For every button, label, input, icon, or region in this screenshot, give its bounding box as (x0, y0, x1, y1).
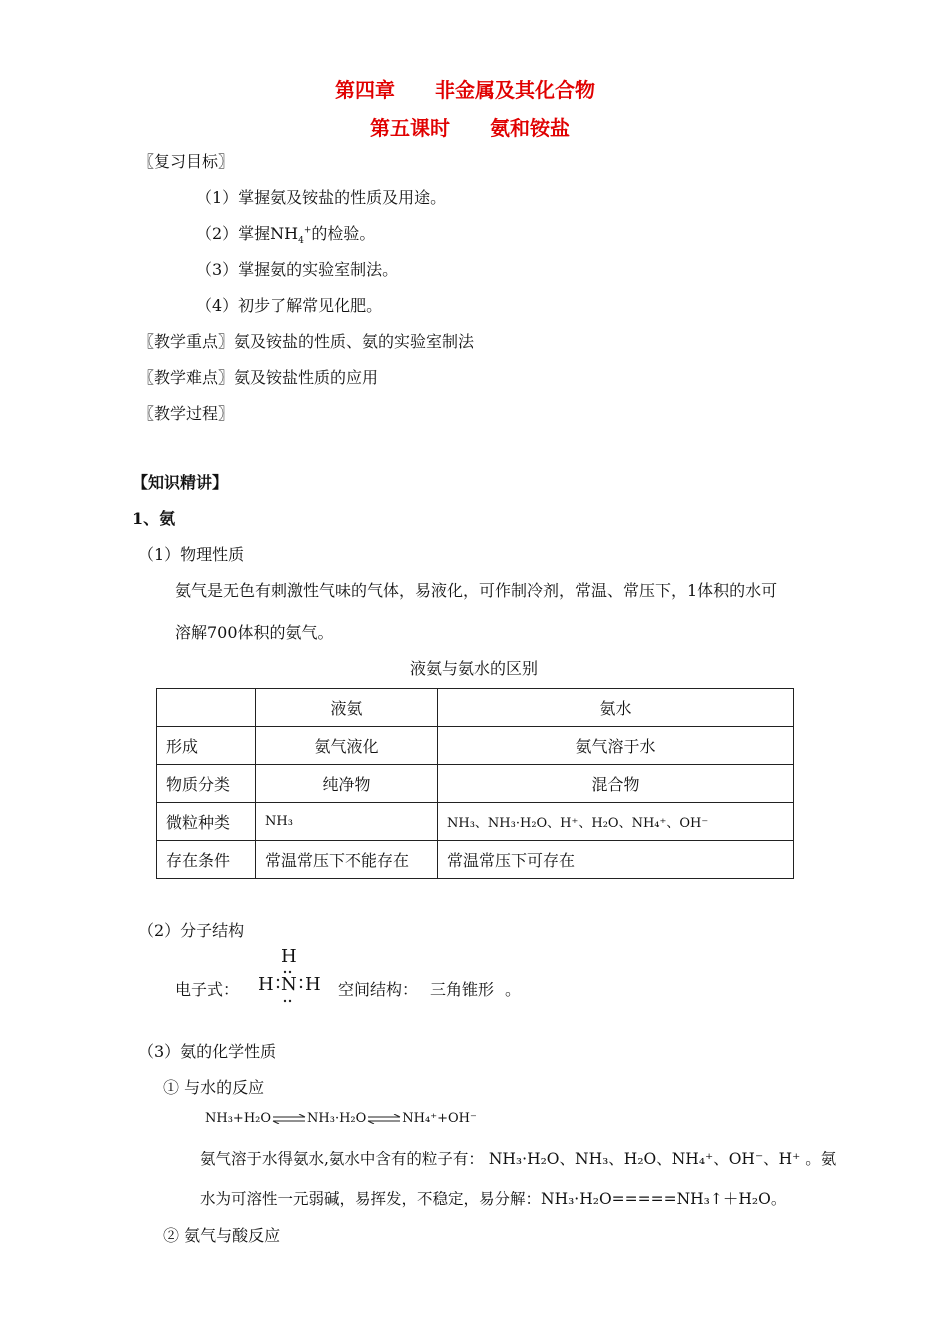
electron-formula-label: 电子式： (175, 980, 240, 999)
table-row (157, 803, 794, 841)
physical-heading: （1）物理性质 (138, 545, 245, 564)
table-cell: NH₃ (256, 803, 438, 841)
goal-item-1: （1）掌握氨及铵盐的性质及用途。 (196, 188, 447, 207)
reversible-arrow-icon (271, 1114, 307, 1124)
table-cell: 存在条件 (157, 841, 256, 879)
goal-item-2 (196, 221, 375, 246)
lesson-title: 第五课时 氨和铵盐 (370, 116, 570, 140)
table-cell: 微粒种类 (157, 803, 256, 841)
reversible-arrow-icon (366, 1114, 402, 1124)
ammonia-water-desc-1: 氨气溶于水得氨水,氨水中含有的粒子有： NH₃·H₂O、NH₃、H₂O、NH₄⁺、OH⁻、H⁺ 。氨 (200, 1150, 837, 1168)
goal-item-3: （3）掌握氨的实验室制法。 (196, 260, 399, 279)
table-cell: 混合物 (438, 765, 794, 803)
chem-heading: （3）氨的化学性质 (138, 1042, 277, 1061)
table-header-liquid-ammonia: 液氨 (256, 689, 438, 727)
teaching-process: 〖教学过程〗 (138, 404, 235, 423)
shape-period: 。 (505, 980, 522, 999)
chapter-title: 第四章 非金属及其化合物 (335, 78, 595, 102)
table-cell: 物质分类 (157, 765, 256, 803)
table-cell (157, 689, 256, 727)
lewis-h-top: H (281, 946, 297, 967)
table-cell: 纯净物 (256, 765, 438, 803)
structure-heading: （2）分子结构 (138, 921, 245, 940)
equation-intermediate: NH₃·H₂O (307, 1111, 367, 1126)
lewis-h-left: H (258, 974, 274, 995)
table-row (157, 689, 794, 727)
table-cell: 常温常压下不能存在 (256, 841, 438, 879)
goal-item-2-tail: 的检验。 (311, 224, 376, 243)
lewis-structure (256, 946, 322, 1006)
table-header-ammonia-water: 氨水 (438, 689, 794, 727)
chem-sub-water: ① 与水的反应 (163, 1078, 265, 1097)
goal-item-2-sup: + (303, 225, 312, 236)
table-cell: 常温常压下可存在 (438, 841, 794, 879)
lewis-n-center: N (281, 974, 297, 995)
chem-sub-acid: ② 氨气与酸反应 (163, 1226, 281, 1245)
knowledge-label: 【知识精讲】 (132, 473, 229, 492)
physical-line-1: 氨气是无色有刺激性气味的气体，易液化，可作制冷剂，常温、常压下，1体积的水可 (175, 581, 778, 600)
goals-label: 〖复习目标〗 (138, 152, 235, 171)
shape-value: 三角锥形 (430, 980, 495, 999)
table-caption: 液氨与氨水的区别 (410, 659, 539, 678)
goal-item-2-text: （2）掌握NH (196, 224, 299, 243)
electron-dots (256, 946, 322, 1006)
teaching-difficulty: 〖教学难点〗氨及铵盐性质的应用 (138, 368, 379, 387)
table-cell: NH₃、NH₃·H₂O、H⁺、H₂O、NH₄⁺、OH⁻ (438, 803, 794, 841)
table-cell: 形成 (157, 727, 256, 765)
equation-reactants: NH₃+H₂O (205, 1111, 272, 1126)
table-row (157, 765, 794, 803)
teaching-focus: 〖教学重点〗氨及铵盐的性质、氨的实验室制法 (138, 332, 475, 351)
shape-label: 空间结构： (338, 980, 419, 999)
ammonia-water-desc-2: 水为可溶性一元弱碱，易挥发，不稳定，易分解：NH₃·H₂O=====NH₃↑＋H₂O。 (200, 1190, 787, 1208)
lewis-h-right: H (305, 974, 321, 995)
table-row (157, 727, 794, 765)
comparison-table (156, 688, 794, 879)
section-ammonia: 1、氨 (132, 509, 176, 528)
reaction-equation (205, 1111, 477, 1126)
table-cell: 氨气液化 (256, 727, 438, 765)
equation-products: NH₄⁺+OH⁻ (402, 1111, 477, 1126)
goal-item-4: （4）初步了解常见化肥。 (196, 296, 383, 315)
physical-line-2: 溶解700体积的氨气。 (175, 623, 334, 642)
goal-item-2-sub: 4 (298, 236, 304, 247)
table-cell: 氨气溶于水 (438, 727, 794, 765)
table-row (157, 841, 794, 879)
